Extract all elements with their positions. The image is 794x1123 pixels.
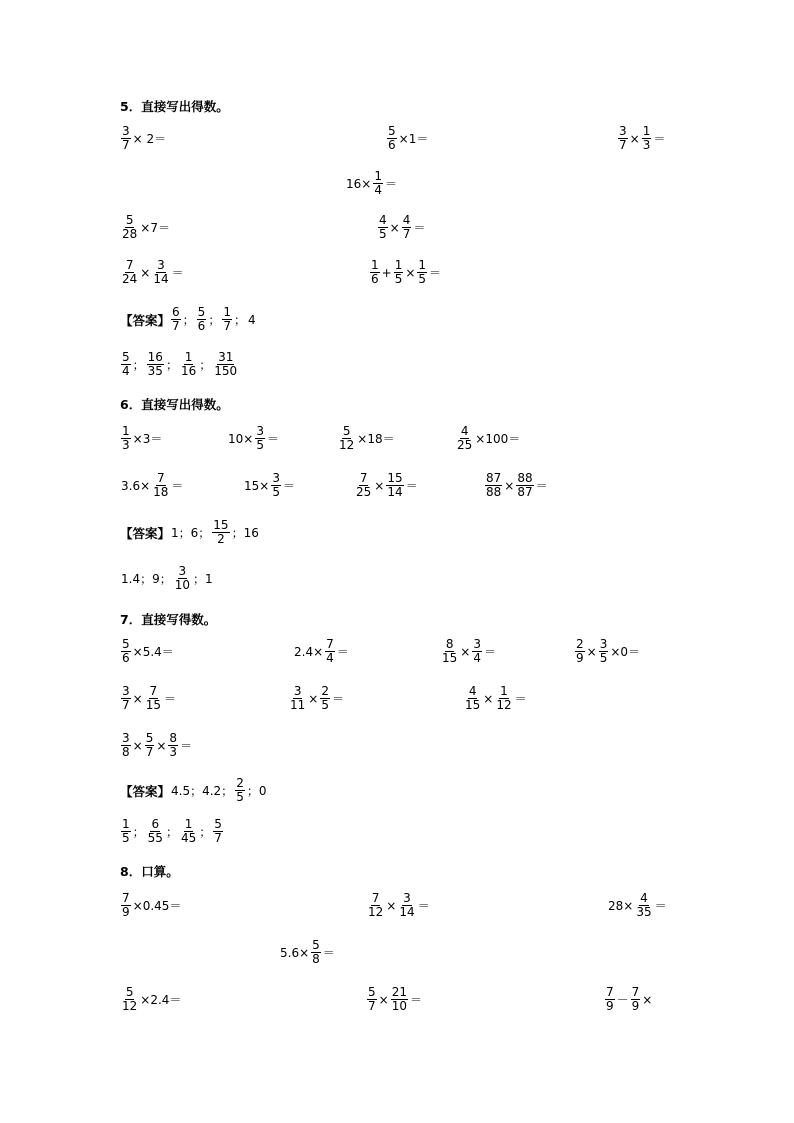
q8-item-4: 5.6× $\frac{5}{8}$ ＝	[280, 938, 335, 966]
fraction: $\frac{1}{5}$	[418, 258, 427, 286]
q5-item-4: 16× $\frac{1}{4}$ ＝	[346, 169, 397, 197]
q8-item-2: $\frac{7}{12}$ × $\frac{3}{14}$ ＝	[368, 891, 430, 919]
q5-item-5: $\frac{5}{28}$ ×7＝	[122, 213, 170, 241]
fraction: $\frac{5}{7}$	[145, 731, 154, 759]
q6-answer-line-2: 1.4；9； $\frac{3}{10}$ ；1	[121, 564, 213, 592]
fraction: $\frac{3}{7}$	[122, 124, 130, 152]
q5-answer-line-2: $\frac{5}{4}$ ； $\frac{16}{35}$ ； $\frac{1}{16}$ ； $\frac{31}{150}$	[122, 350, 238, 378]
question-8-title: 8．口算。	[120, 864, 179, 879]
q6-item-6: 15× $\frac{3}{5}$ ＝	[244, 471, 295, 499]
fraction: $\frac{7}{12}$	[368, 891, 384, 919]
q8-item-3: 28× $\frac{4}{35}$ ＝	[608, 891, 667, 919]
q7-answer-line-2: $\frac{1}{5}$ ； $\frac{6}{55}$ ； $\frac{1}{45}$ ； $\frac{5}{7}$	[122, 817, 222, 845]
fraction: $\frac{4}{15}$	[465, 684, 481, 712]
question-6-title: 6．直接写出得数。	[120, 397, 229, 412]
fraction: $\frac{1}{6}$	[371, 258, 379, 286]
q6-item-5: 3.6× $\frac{7}{18}$ ＝	[121, 471, 184, 499]
q5-item-7: $\frac{7}{24}$ × $\frac{3}{14}$ ＝	[122, 258, 184, 286]
fraction: $\frac{5}{8}$	[312, 938, 320, 966]
q5-item-1: $\frac{3}{7}$ × 2＝	[122, 124, 167, 152]
fraction: $\frac{3}{5}$	[256, 424, 264, 452]
fraction: $\frac{8}{15}$	[442, 637, 458, 665]
fraction: $\frac{87}{88}$	[486, 471, 502, 499]
answer-label: 【答案】	[120, 783, 171, 799]
q8-item-5: $\frac{5}{12}$ ×2.4＝	[122, 985, 182, 1013]
question-7-title: 7．直接写得数。	[120, 612, 217, 627]
fraction: $\frac{21}{10}$	[391, 985, 407, 1013]
fraction: $\frac{7}{9}$	[606, 985, 614, 1013]
fraction: $\frac{8}{3}$	[169, 731, 178, 759]
fraction: $\frac{15}{14}$	[387, 471, 403, 499]
fraction: $\frac{31}{150}$	[214, 350, 238, 378]
fraction: $\frac{2}{5}$	[321, 684, 329, 712]
fraction: $\frac{3}{14}$	[399, 891, 415, 919]
q6-item-3: $\frac{5}{12}$ ×18＝	[339, 424, 395, 452]
fraction: $\frac{4}{7}$	[402, 213, 411, 241]
fraction: $\frac{7}{15}$	[145, 684, 161, 712]
q6-answer-line-1: 【答案】 1；6； $\frac{15}{2}$ ；16	[120, 518, 259, 546]
q7-item-4: $\frac{2}{9}$ × $\frac{3}{5}$ ×0＝	[576, 637, 641, 665]
fraction: $\frac{5}{7}$	[368, 985, 376, 1013]
fraction: $\frac{1}{16}$	[180, 350, 197, 378]
fraction: $\frac{5}{6}$	[122, 637, 130, 665]
fraction: $\frac{2}{9}$	[576, 637, 584, 665]
q6-item-4: $\frac{4}{25}$ ×100＝	[457, 424, 521, 452]
q5-answer-line-1: 【答案】 $\frac{6}{7}$ ； $\frac{5}{6}$ ； $\frac{1}{7}$ ； 4	[120, 305, 256, 333]
fraction: $\frac{2}{5}$	[236, 776, 244, 804]
fraction: $\frac{3}{14}$	[153, 258, 169, 286]
answer-label: 【答案】	[120, 525, 171, 541]
fraction: $\frac{5}{7}$	[214, 817, 222, 845]
fraction: $\frac{7}{25}$	[356, 471, 372, 499]
question-5-title: 5．直接写出得数。	[120, 99, 229, 114]
fraction: $\frac{5}{28}$	[122, 213, 138, 241]
fraction: $\frac{4}{25}$	[457, 424, 473, 452]
q7-item-1: $\frac{5}{6}$ ×5.4＝	[122, 637, 174, 665]
fraction: $\frac{5}{12}$	[339, 424, 355, 452]
q5-item-8: $\frac{1}{6}$ + $\frac{1}{5}$ × $\frac{1}{5}$ ＝	[371, 258, 442, 286]
q6-item-1: $\frac{1}{3}$ ×3＝	[122, 424, 163, 452]
fraction: $\frac{1}{4}$	[374, 169, 382, 197]
fraction: $\frac{3}{7}$	[122, 684, 130, 712]
fraction: $\frac{6}{7}$	[172, 305, 180, 333]
fraction: $\frac{5}{6}$	[388, 124, 396, 152]
fraction: $\frac{7}{9}$	[122, 891, 130, 919]
fraction: $\frac{5}{4}$	[122, 350, 130, 378]
q7-item-6: $\frac{3}{11}$ × $\frac{2}{5}$ ＝	[290, 684, 344, 712]
fraction: $\frac{1}{5}$	[394, 258, 403, 286]
q7-item-7: $\frac{4}{15}$ × $\frac{1}{12}$ ＝	[465, 684, 527, 712]
fraction: $\frac{1}{5}$	[122, 817, 130, 845]
q6-item-2: 10× $\frac{3}{5}$ ＝	[228, 424, 279, 452]
q7-item-3: $\frac{8}{15}$ × $\frac{3}{4}$ ＝	[442, 637, 496, 665]
fraction: $\frac{4}{5}$	[379, 213, 387, 241]
q5-item-6: $\frac{4}{5}$ × $\frac{4}{7}$ ＝	[379, 213, 426, 241]
q7-item-5: $\frac{3}{7}$ × $\frac{7}{15}$ ＝	[122, 684, 176, 712]
fraction: $\frac{4}{35}$	[636, 891, 652, 919]
q5-item-2: $\frac{5}{6}$ ×1＝	[388, 124, 429, 152]
fraction: $\frac{1}{12}$	[496, 684, 512, 712]
q6-item-7: $\frac{7}{25}$ × $\frac{15}{14}$ ＝	[356, 471, 418, 499]
q7-answer-line-1: 【答案】 4.5；4.2； $\frac{2}{5}$ ；0	[120, 776, 267, 804]
q8-item-6: $\frac{5}{7}$ × $\frac{21}{10}$ ＝	[368, 985, 422, 1013]
answer-label: 【答案】	[120, 312, 171, 328]
fraction: $\frac{88}{87}$	[517, 471, 533, 499]
q7-item-8: $\frac{3}{8}$ × $\frac{5}{7}$ × $\frac{8}{3}$ ＝	[122, 731, 193, 759]
fraction: $\frac{5}{12}$	[122, 985, 138, 1013]
fraction: $\frac{15}{2}$	[213, 518, 229, 546]
fraction: $\frac{16}{35}$	[147, 350, 163, 378]
fraction: $\frac{6}{55}$	[147, 817, 163, 845]
fraction: $\frac{3}{8}$	[122, 731, 130, 759]
fraction: $\frac{1}{7}$	[223, 305, 231, 333]
fraction: $\frac{7}{9}$	[631, 985, 640, 1013]
q6-item-8: $\frac{87}{88}$ × $\frac{88}{87}$ ＝	[486, 471, 548, 499]
fraction: $\frac{1}{45}$	[180, 817, 197, 845]
fraction: $\frac{7}{4}$	[326, 637, 334, 665]
fraction: $\frac{3}{11}$	[290, 684, 306, 712]
fraction: $\frac{3}{5}$	[272, 471, 280, 499]
fraction: $\frac{1}{3}$	[122, 424, 130, 452]
fraction: $\frac{7}{18}$	[153, 471, 169, 499]
fraction: $\frac{5}{6}$	[197, 305, 206, 333]
fraction: $\frac{3}{7}$	[619, 124, 627, 152]
fraction: $\frac{7}{24}$	[122, 258, 138, 286]
q7-item-2: 2.4× $\frac{7}{4}$ ＝	[294, 637, 349, 665]
fraction: $\frac{3}{10}$	[174, 564, 191, 592]
fraction: $\frac{1}{3}$	[642, 124, 651, 152]
fraction: $\frac{3}{4}$	[473, 637, 481, 665]
q5-item-3: $\frac{3}{7}$ × $\frac{1}{3}$ ＝	[619, 124, 666, 152]
q8-item-7: $\frac{7}{9}$ － $\frac{7}{9}$ ×	[606, 985, 653, 1013]
fraction: $\frac{3}{5}$	[599, 637, 608, 665]
q8-item-1: $\frac{7}{9}$ ×0.45＝	[122, 891, 182, 919]
